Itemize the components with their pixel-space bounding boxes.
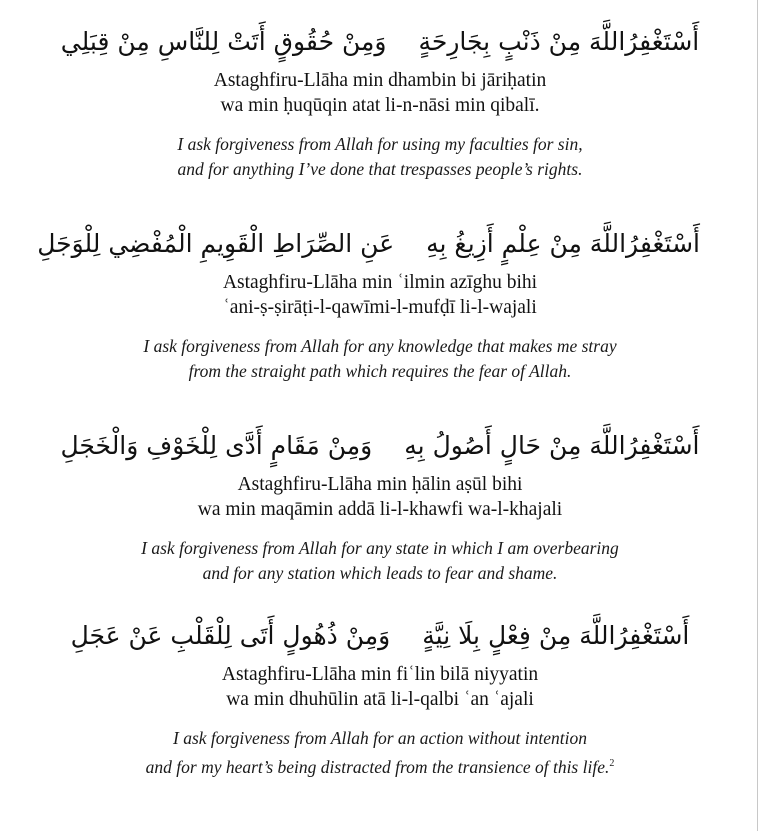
arabic-second-hemistich: وَمِنْ حُقُوقٍ أَتَتْ لِلنَّاسِ مِنْ قِبَلِي xyxy=(60,27,387,56)
translation-line-text: and for my heart’s being distracted from the transience of this life. xyxy=(145,756,610,777)
arabic-first-hemistich: أَسْتَغْفِرُاللَّهَ مِنْ عِلْمٍ أَزِيغُ بِهِ xyxy=(426,229,700,258)
translation-line: from the straight path which requires the fear of Allah. xyxy=(188,361,572,381)
arabic-first-hemistich: أَسْتَغْفِرُاللَّهَ مِنْ حَالٍ أَصُولُ بِهِ xyxy=(404,431,700,460)
translation-text xyxy=(60,726,700,780)
page-edge-divider xyxy=(757,0,758,831)
transliteration-line: wa min dhuhūlin atā li-l-qalbi ʿan ʿajali xyxy=(226,689,534,710)
arabic-verse xyxy=(37,222,700,270)
translation-line: I ask forgiveness from Allah for an action without intention xyxy=(173,728,587,748)
translation-line: I ask forgiveness from Allah for any knowledge that makes me stray xyxy=(143,336,617,356)
translation-line: I ask forgiveness from Allah for any state in which I am overbearing xyxy=(141,538,619,558)
transliteration-line: ʿani-ṣ-ṣirāṭi-l-qawīmi-l-mufḍī li-l-wajali xyxy=(223,297,537,318)
arabic-first-hemistich: أَسْتَغْفِرُاللَّهَ مِنْ فِعْلٍ بِلَا نِيَّةٍ xyxy=(422,621,690,650)
arabic-verse xyxy=(60,20,700,68)
verse-block xyxy=(60,424,700,586)
verse-block xyxy=(60,614,700,780)
transliteration-line: wa min ḥuqūqin atat li-n-nāsi min qibalī. xyxy=(220,95,540,116)
translation-text xyxy=(60,132,700,182)
translation-text xyxy=(60,334,700,384)
translation-line xyxy=(60,751,700,780)
translation-line: I ask forgiveness from Allah for using my faculties for sin, xyxy=(177,134,583,154)
arabic-second-hemistich: وَمِنْ ذُهُولٍ أَتَى لِلْقَلْبِ عَنْ عَجَلِ xyxy=(70,621,391,650)
arabic-second-hemistich: عَنِ الصِّرَاطِ الْقَوِيمِ الْمُفْضِي لِلْوَجَلِ xyxy=(37,229,395,258)
verse-block xyxy=(37,222,700,384)
transliteration-line: Astaghfiru-Llāha min dhambin bi jāriḥatin xyxy=(213,70,547,91)
arabic-verse xyxy=(60,614,700,662)
transliteration-line: Astaghfiru-Llāha min ḥālin aṣūl bihi xyxy=(237,474,523,495)
translation-line: and for anything I’ve done that trespasses people’s rights. xyxy=(177,159,583,179)
verse-block xyxy=(60,20,700,182)
arabic-second-hemistich: وَمِنْ مَقَامٍ أَدَّى لِلْخَوْفِ وَالْخَجَلِ xyxy=(60,431,373,460)
transliteration-line: wa min maqāmin addā li-l-khawfi wa-l-khajali xyxy=(197,499,563,520)
footnote-marker[interactable]: 2 xyxy=(609,758,615,769)
transliteration-line: Astaghfiru-Llāha min ʿilmin azīghu bihi xyxy=(222,272,538,293)
arabic-first-hemistich: أَسْتَغْفِرُاللَّهَ مِنْ ذَنْبٍ بِجَارِحَةٍ xyxy=(418,27,700,56)
transliteration-line: Astaghfiru-Llāha min fiʿlin bilā niyyatin xyxy=(221,664,539,685)
arabic-verse xyxy=(60,424,700,472)
translation-text xyxy=(60,536,700,586)
translation-line: and for any station which leads to fear and shame. xyxy=(202,563,558,583)
